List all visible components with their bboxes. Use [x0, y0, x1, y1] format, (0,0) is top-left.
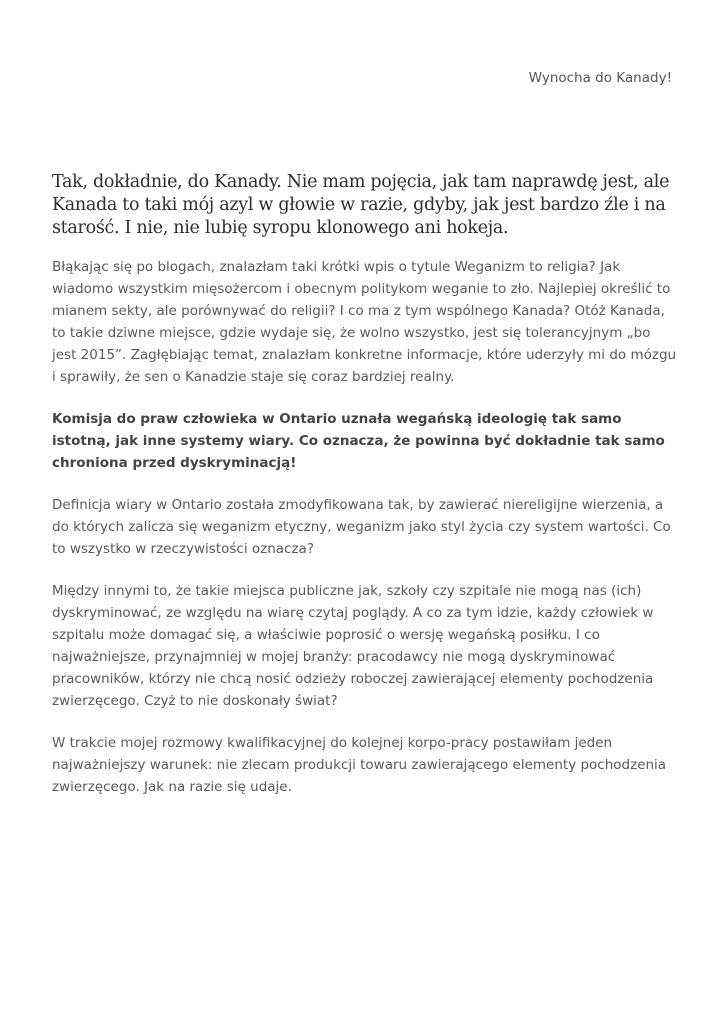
paragraph-definition: Definicja wiary w Ontario została zmodyfikowana tak, by zawierać niereligijne wierzenia, a do których zalicza się weganizm etyczny, weganizm jako styl życia czy system wartości. Co to wszystko w rzeczywistości oznacza?	[52, 497, 671, 557]
running-header: Wynocha do Kanady!	[528, 70, 672, 86]
article-lead: Tak, dokładnie, do Kanady. Nie mam pojęcia, jak tam naprawdę jest, ale Kanada to taki mój azyl w głowie w razie, gdyby, jak jest bardzo źle i na starość. I nie, nie lubię syropu klonowego ani hokeja.	[52, 172, 670, 238]
paragraph-conclusion: W trakcie mojej rozmowy kwalifikacyjnej do kolejnej korpo-pracy postawiłam jeden najważniejszy warunek: nie zlecam produkcji towaru zawierającego elementy pochodzenia zwierzęcego. Jak na razie się udaje.	[52, 735, 667, 795]
article-body	[52, 171, 677, 818]
paragraph-consequences: Między innymi to, że takie miejsca publiczne jak, szkoły czy szpitale nie mogą nas (ich) dyskryminować, ze względu na wiarę czytaj poglądy. A co za tym idzie, każdy człowiek w szpitalu może domagać się, a właściwie poprosić o wersję wegańską posiłku. I co najważniejsze, przynajmniej w mojej branży: pracodawcy nie mogą dyskryminować pracowników, którzy nie chcą nosić odzieży roboczej zawierającej elementy pochodzenia zwierzęcego. Czyż to nie doskonały świat?	[52, 583, 654, 709]
paragraph-highlight: Komisja do praw człowieka w Ontario uznała wegańską ideologię tak samo istotną, jak inne systemy wiary. Co oznacza, że powinna być dokładnie tak samo chroniona przed dyskryminacją!	[52, 411, 665, 471]
paragraph-intro: Błąkając się po blogach, znalazłam taki krótki wpis o tytule Weganizm to religia? Jak wiadomo wszystkim mięsożercom i obecnym politykom weganie to zło. Najlepiej określić to mianem sekty, ale porównywać do religii? I co ma z tym wspólnego Kanada? Otóż Kanada, to takie dziwne miejsce, gdzie wydaje się, że wolno wszystko, jest się tolerancyjnym „bo jest 2015”. Zagłębiając temat, znalazłam konkretne informacje, które uderzyły mi do mózgu i sprawiły, że sen o Kanadzie staje się coraz bardziej realny.	[52, 259, 677, 385]
